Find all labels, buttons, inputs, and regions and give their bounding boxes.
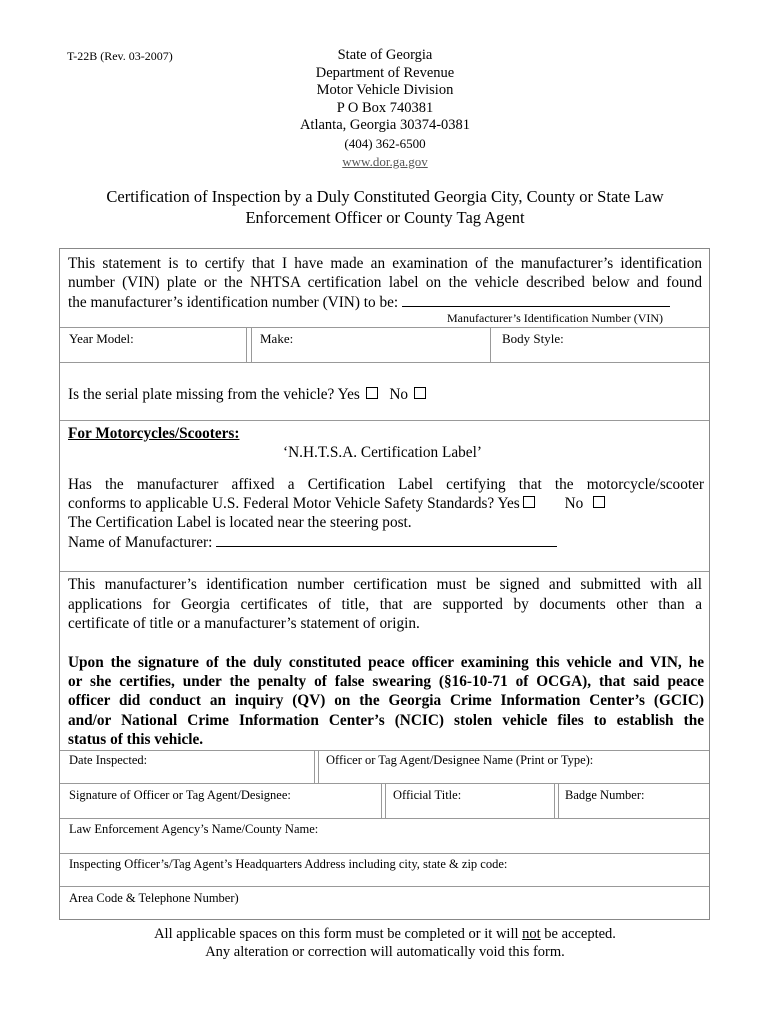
- footer-emphasis: not: [522, 926, 541, 942]
- serial-no-label: No: [389, 386, 409, 403]
- officer-name-field[interactable]: Officer or Tag Agent/Designee Name (Print or Type):: [326, 753, 594, 767]
- telephone-field[interactable]: Area Code & Telephone Number): [69, 891, 239, 905]
- divider: [318, 750, 319, 783]
- oath-line: or she certifies, under the penalty of false swearing (§16-10-71 of OCGA), that said peace: [68, 673, 704, 690]
- manufacturer-label: Name of Manufacturer:: [68, 534, 213, 551]
- divider: [251, 327, 252, 362]
- divider: [60, 420, 709, 421]
- oath-line: and/or National Crime Information Center’s (NCIC) stolen vehicle files to establish the: [68, 712, 704, 729]
- form-number: T-22B (Rev. 03-2007): [67, 49, 173, 63]
- footer-text: All applicable spaces on this form must be completed or it will: [154, 926, 523, 942]
- agency-line: Motor Vehicle Division: [316, 82, 454, 99]
- divider: [381, 783, 382, 818]
- submission-line: This manufacturer’s identification number certification must be signed and submitted with all: [68, 576, 702, 593]
- manufacturer-field[interactable]: [216, 532, 557, 547]
- form-title-line: Certification of Inspection by a Duly Constituted Georgia City, County or State Law: [106, 187, 664, 206]
- moto-question-row: [68, 494, 605, 514]
- agency-line: P O Box 740381: [336, 99, 434, 116]
- serial-plate-question: [68, 385, 426, 405]
- submission-line: applications for Georgia certificates of title, that are supported by documents other than a: [68, 596, 702, 613]
- divider: [60, 818, 709, 819]
- agency-line: State of Georgia: [337, 47, 433, 63]
- form-title: [60, 186, 710, 228]
- divider: [60, 853, 709, 854]
- oath-line: Upon the signature of the duly constituted peace officer examining this vehicle and VIN, he: [68, 654, 704, 671]
- serial-yes-checkbox[interactable]: [366, 387, 378, 399]
- moto-no-checkbox[interactable]: [593, 496, 605, 508]
- date-inspected-field[interactable]: Date Inspected:: [69, 753, 148, 767]
- divider: [314, 750, 315, 783]
- oath-line: officer did conduct an inquiry (QV) on the Georgia Crime Information Center’s (GCIC): [68, 692, 704, 709]
- badge-number-field[interactable]: Badge Number:: [565, 788, 645, 802]
- manufacturer-row: [68, 532, 557, 553]
- certify-line: number (VIN) plate or the NHTSA certification label on the vehicle described below and found: [68, 274, 702, 291]
- signature-field[interactable]: Signature of Officer or Tag Agent/Designee:: [69, 788, 291, 802]
- hq-address-field[interactable]: Inspecting Officer’s/Tag Agent’s Headquarters Address including city, state & zip code:: [69, 857, 508, 871]
- moto-no-label: No: [564, 495, 584, 512]
- year-model-field[interactable]: Year Model:: [69, 331, 134, 346]
- divider: [246, 327, 247, 362]
- divider: [60, 571, 709, 572]
- certify-line: the manufacturer’s identification number (VIN) to be:: [68, 294, 399, 311]
- certify-vin-row: [68, 292, 708, 313]
- make-field[interactable]: Make:: [260, 331, 294, 346]
- divider: [385, 783, 386, 818]
- agency-line: Department of Revenue: [315, 64, 455, 81]
- submission-line: certificate of title or a manufacturer’s statement of origin.: [68, 615, 420, 632]
- agency-phone: (404) 362-6500: [344, 135, 426, 151]
- footer-notice: [0, 925, 770, 961]
- serial-question-text: Is the serial plate missing from the vehicle? Yes: [68, 386, 360, 403]
- footer-text: be accepted.: [540, 926, 616, 942]
- footer-line-1: [0, 925, 770, 943]
- oath-line: status of this vehicle.: [68, 731, 204, 748]
- divider: [490, 327, 491, 362]
- serial-no-checkbox[interactable]: [414, 387, 426, 399]
- divider: [60, 886, 709, 887]
- agency-website-link[interactable]: www.dor.ga.gov: [342, 153, 428, 169]
- nhtsa-label-title: ‘N.H.T.S.A. Certification Label’: [283, 444, 482, 461]
- label-location: The Certification Label is located near the steering post.: [68, 514, 412, 531]
- moto-heading: [68, 424, 239, 444]
- agency-address-block: [0, 47, 770, 170]
- divider: [558, 783, 559, 818]
- vin-field[interactable]: [402, 292, 670, 307]
- agency-line: Atlanta, Georgia 30374-0381: [299, 117, 471, 134]
- moto-heading-text: For Motorcycles/Scooters:: [68, 425, 240, 442]
- divider: [60, 750, 709, 751]
- divider: [60, 362, 709, 363]
- moto-yes-checkbox[interactable]: [523, 496, 535, 508]
- form-title-line: Enforcement Officer or County Tag Agent: [245, 208, 525, 227]
- divider: [554, 783, 555, 818]
- agency-county-field[interactable]: Law Enforcement Agency’s Name/County Name:: [69, 822, 319, 836]
- moto-question-line: Has the manufacturer affixed a Certification Label certifying that the motorcycle/scooter: [68, 476, 704, 493]
- vin-caption: Manufacturer’s Identification Number (VIN): [447, 311, 664, 325]
- moto-question-line: conforms to applicable U.S. Federal Motor Vehicle Safety Standards? Yes: [68, 495, 520, 512]
- body-style-field[interactable]: Body Style:: [502, 331, 564, 346]
- footer-line-2: Any alteration or correction will automatically void this form.: [205, 944, 565, 960]
- divider: [60, 327, 709, 328]
- official-title-field[interactable]: Official Title:: [393, 788, 462, 802]
- certify-line: This statement is to certify that I have made an examination of the manufacturer’s identification: [68, 255, 702, 272]
